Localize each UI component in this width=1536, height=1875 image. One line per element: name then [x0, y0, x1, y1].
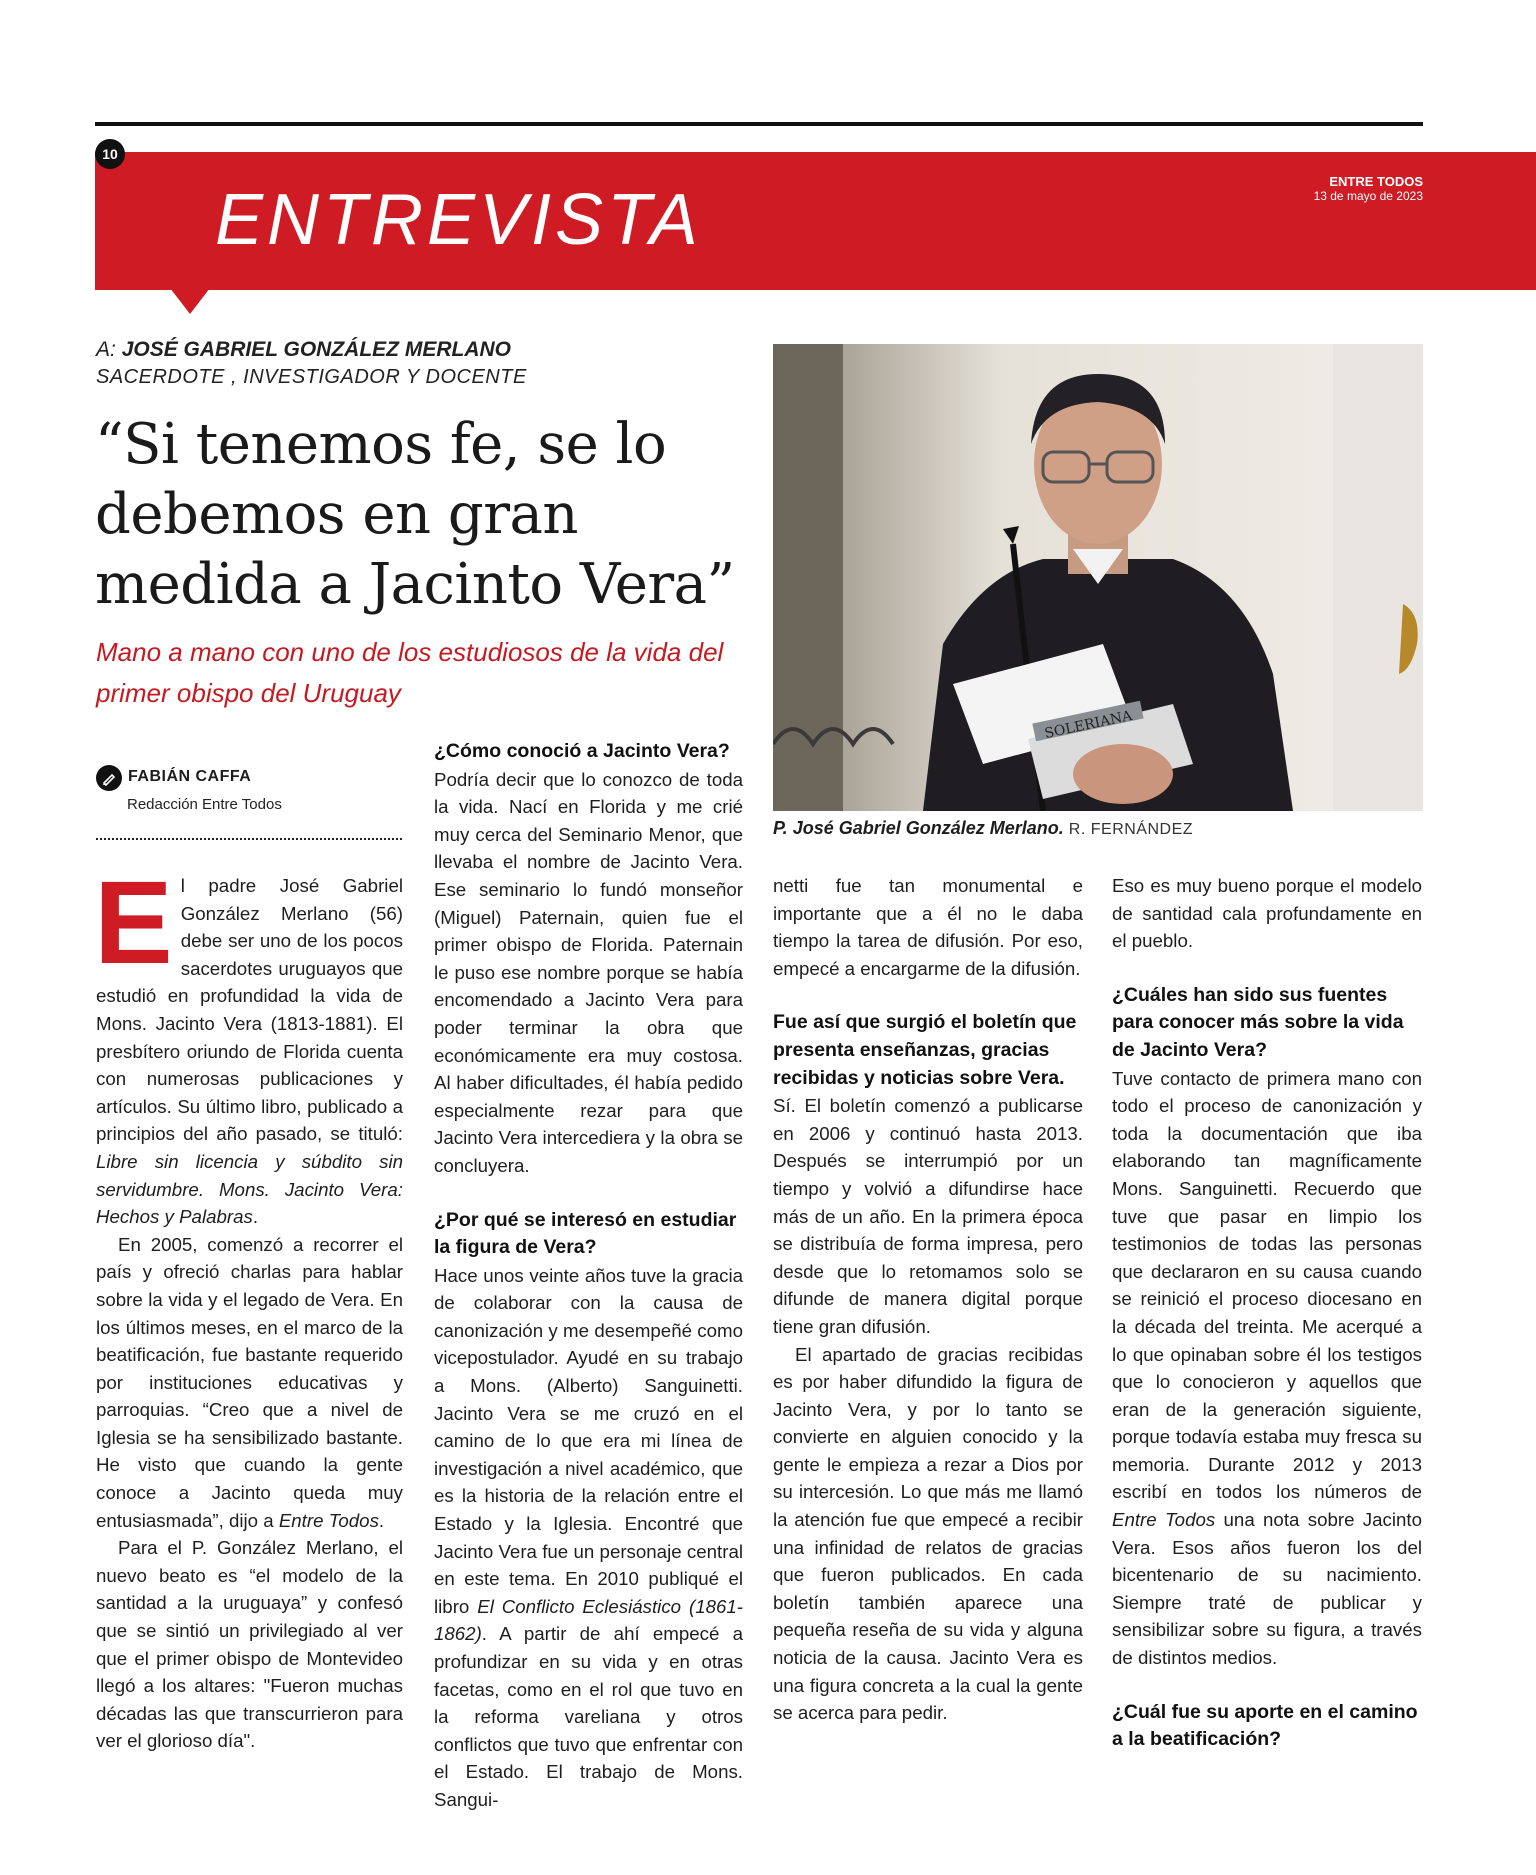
article-column-3 — [773, 872, 1083, 1727]
interviewee-role: SACERDOTE , INVESTIGADOR Y DOCENTE — [96, 366, 527, 388]
answer-paragraph: Podría decir que lo conozco de toda la vida. Nací en Florida y me crié muy cerca del Seminario Menor, que llevaba el nombre de Jacinto Vera. Ese seminario lo fundó monseñor (Miguel) Paternain, quien fue el primer obispo de Florida. Paternain le puso ese nombre porque se había encomendado a Jacinto Vera para poder terminar la obra que económicamente era muy costosa. Al haber dificultades, él había pedido especialmente rezar para que Jacinto Vera intercediera y la obra se concluyera. — [434, 768, 743, 1176]
portrait-photo — [773, 344, 1423, 811]
publication-name: ENTRE TODOS — [1329, 174, 1423, 189]
booklet-text: SOLERIANA — [1043, 707, 1134, 743]
author-org: Redacción Entre Todos — [127, 796, 282, 813]
interviewee-line — [96, 338, 511, 362]
photo-credit: R. FERNÁNDEZ — [1068, 821, 1194, 838]
interviewee-prefix: A: — [96, 338, 116, 361]
photo-caption — [773, 818, 1193, 839]
drop-cap: E — [94, 857, 173, 989]
article-column-1 — [94, 857, 403, 1755]
question-heading: Fue así que surgió el boletín que presenta enseñanzas, gracias recibidas y noticias sobre Vera. — [773, 1011, 1077, 1089]
caption-text: P. José Gabriel González Merlano. — [773, 818, 1064, 838]
answer-paragraph: Sí. El boletín comenzó a publicarse en 2006 y continuó hasta 2013. Después se interrumpió por un tiempo y volvió a difundirse hace más de un año. En la primera época se distribuía de forma impresa, pero desde que lo retomamos solo se difunde de manera digital porque tiene gran difusión. — [773, 1095, 1083, 1337]
question-heading: ¿Por qué se interesó en estudiar la figura de Vera? — [434, 1208, 737, 1259]
question-heading: ¿Cuál fue su aporte en el camino a la beatificación? — [1112, 1700, 1418, 1751]
article-column-2 — [434, 738, 743, 1814]
paragraph: Para el P. González Merlano, el nuevo beato es “el modelo de la santidad a la uruguaya” y confesó que se sintió un privilegiado al ver que el primer obispo de Montevideo llegó a los altares: "Fueron muchas décadas las que transcurrieron para ver el glorioso día". — [96, 1537, 403, 1752]
answer-paragraph: Tuve contacto de primera mano con todo el proceso de canonización y toda la documentación que iba elaborando tan magníficamente Mons. Sanguinetti. Recuerdo que tuve que pasar en limpio los testimonios de todas las personas que declararon en su causa cuando se reinició el proceso diocesano en la década del treinta. Me acerqué a lo que opinaban sobre él los testigos que lo conocieron y aquellos que eran de la generación siguiente, porque todavía estaba muy fresca su memoria. Durante 2012 y 2013 escribí en todos los números de Entre Todos una nota sobre Jacinto Vera. Esos años fueron los del bicentenario de su nacimiento. Siempre traté de publicar y sensibilizar sobre su figura, a través de distintos medios. — [1112, 1067, 1422, 1669]
publication-info — [1314, 174, 1423, 204]
answer-paragraph: netti fue tan monumental e importante que a él no le daba tiempo la tarea de difusión. Por eso, empecé a encargarme de la difusión. — [773, 875, 1083, 979]
headline: “Si tenemos fe, se lo debemos en gran medida a Jacinto Vera” — [95, 412, 735, 617]
answer-paragraph: Eso es muy bueno porque el modelo de santidad cala profundamente en el pueblo. — [1112, 875, 1422, 952]
publication-mention: Entre Todos — [1112, 1509, 1216, 1531]
publication-mention: Entre Todos — [278, 1509, 379, 1531]
section-title: ENTREVISTA — [215, 180, 702, 260]
author-separator — [96, 838, 402, 840]
answer-paragraph: Hace unos veinte años tuve la gracia de colaborar con la causa de canonización y me desempeñé como vicepostulador. Ayudé en su trabajo a Mons. (Alberto) Sanguinetti. Jacinto Vera se me cruzó en el camino de lo que era mi línea de investigación a nivel académico, que es la historia de la relación entre el Estado y la Iglesia. Encontré que Jacinto Vera fue un personaje central en este tema. En 2010 publiqué el libro El Conflicto Eclesiástico (1861-1862). A partir de ahí empecé a profundizar en su vida y en otras facetas, como en el rol que tuvo en la reforma vareliana y otros conflictos que tuvo que enfrentar con el Estado. El trabajo de Mons. Sangui- — [434, 1264, 743, 1810]
question-heading: ¿Cómo conoció a Jacinto Vera? — [434, 740, 730, 762]
top-rule — [95, 122, 1423, 126]
book-title: Libre sin licencia y súbdito sin servidumbre. Mons. Jacinto Vera: Hechos y Palabras — [96, 1150, 403, 1228]
intro-paragraph: El padre José Gabriel González Merlano (56) debe ser uno de los pocos sacerdotes uruguayos que estudió en profundidad la vida de Mons. Jacinto Vera (1813-1881). El presbítero oriundo de Florida cuenta con numerosas publicaciones y artículos. Su último libro, publicado a principios del año pasado, se tituló: Libre sin licencia y súbdito sin servidumbre. Mons. Jacinto Vera: Hechos y Palabras. — [94, 857, 403, 1228]
book-title: El Conflicto Eclesiástico (1861-1862) — [434, 1595, 743, 1645]
answer-paragraph: El apartado de gracias recibidas es por haber difundido la figura de Jacinto Vera, y por lo tanto se convierte en alguien conocido y la gente le empieza a rezar a Dios por su intercesión. Lo que más me llamó la atención fue que empecé a recibir una infinidad de relatos de gracias que fueron publicados. En cada boletín también aparece una pequeña reseña de su vida y alguna noticia de la causa. Jacinto Vera es una figura concreta a la cual la gente se acerca para pedir. — [773, 1343, 1083, 1724]
banner-pointer — [170, 288, 210, 314]
question-heading: ¿Cuáles han sido sus fuentes para conocer más sobre la vida de Jacinto Vera? — [1112, 983, 1404, 1061]
deck: Mano a mano con uno de los estudiosos de la vida del primer obispo del Uruguay — [96, 637, 724, 708]
interviewee-name: JOSÉ GABRIEL GONZÁLEZ MERLANO — [121, 338, 511, 361]
pen-icon — [96, 765, 122, 791]
article-column-4 — [1112, 872, 1422, 1754]
author-name: FABIÁN CAFFA — [128, 768, 252, 785]
publication-date: 13 de mayo de 2023 — [1313, 189, 1423, 203]
paragraph: En 2005, comenzó a recorrer el país y ofreció charlas para hablar sobre la vida y el legado de Vera. En los últimos meses, en el marco de la beatificación, fue bastante requerido por instituciones educativas y parroquias. “Creo que a nivel de Iglesia se ha sensibilizado bastante. He visto que cuando la gente conoce a Jacinto queda muy entusiasmada”, dijo a Entre Todos. — [96, 1233, 403, 1531]
page-number: 10 — [95, 139, 125, 169]
